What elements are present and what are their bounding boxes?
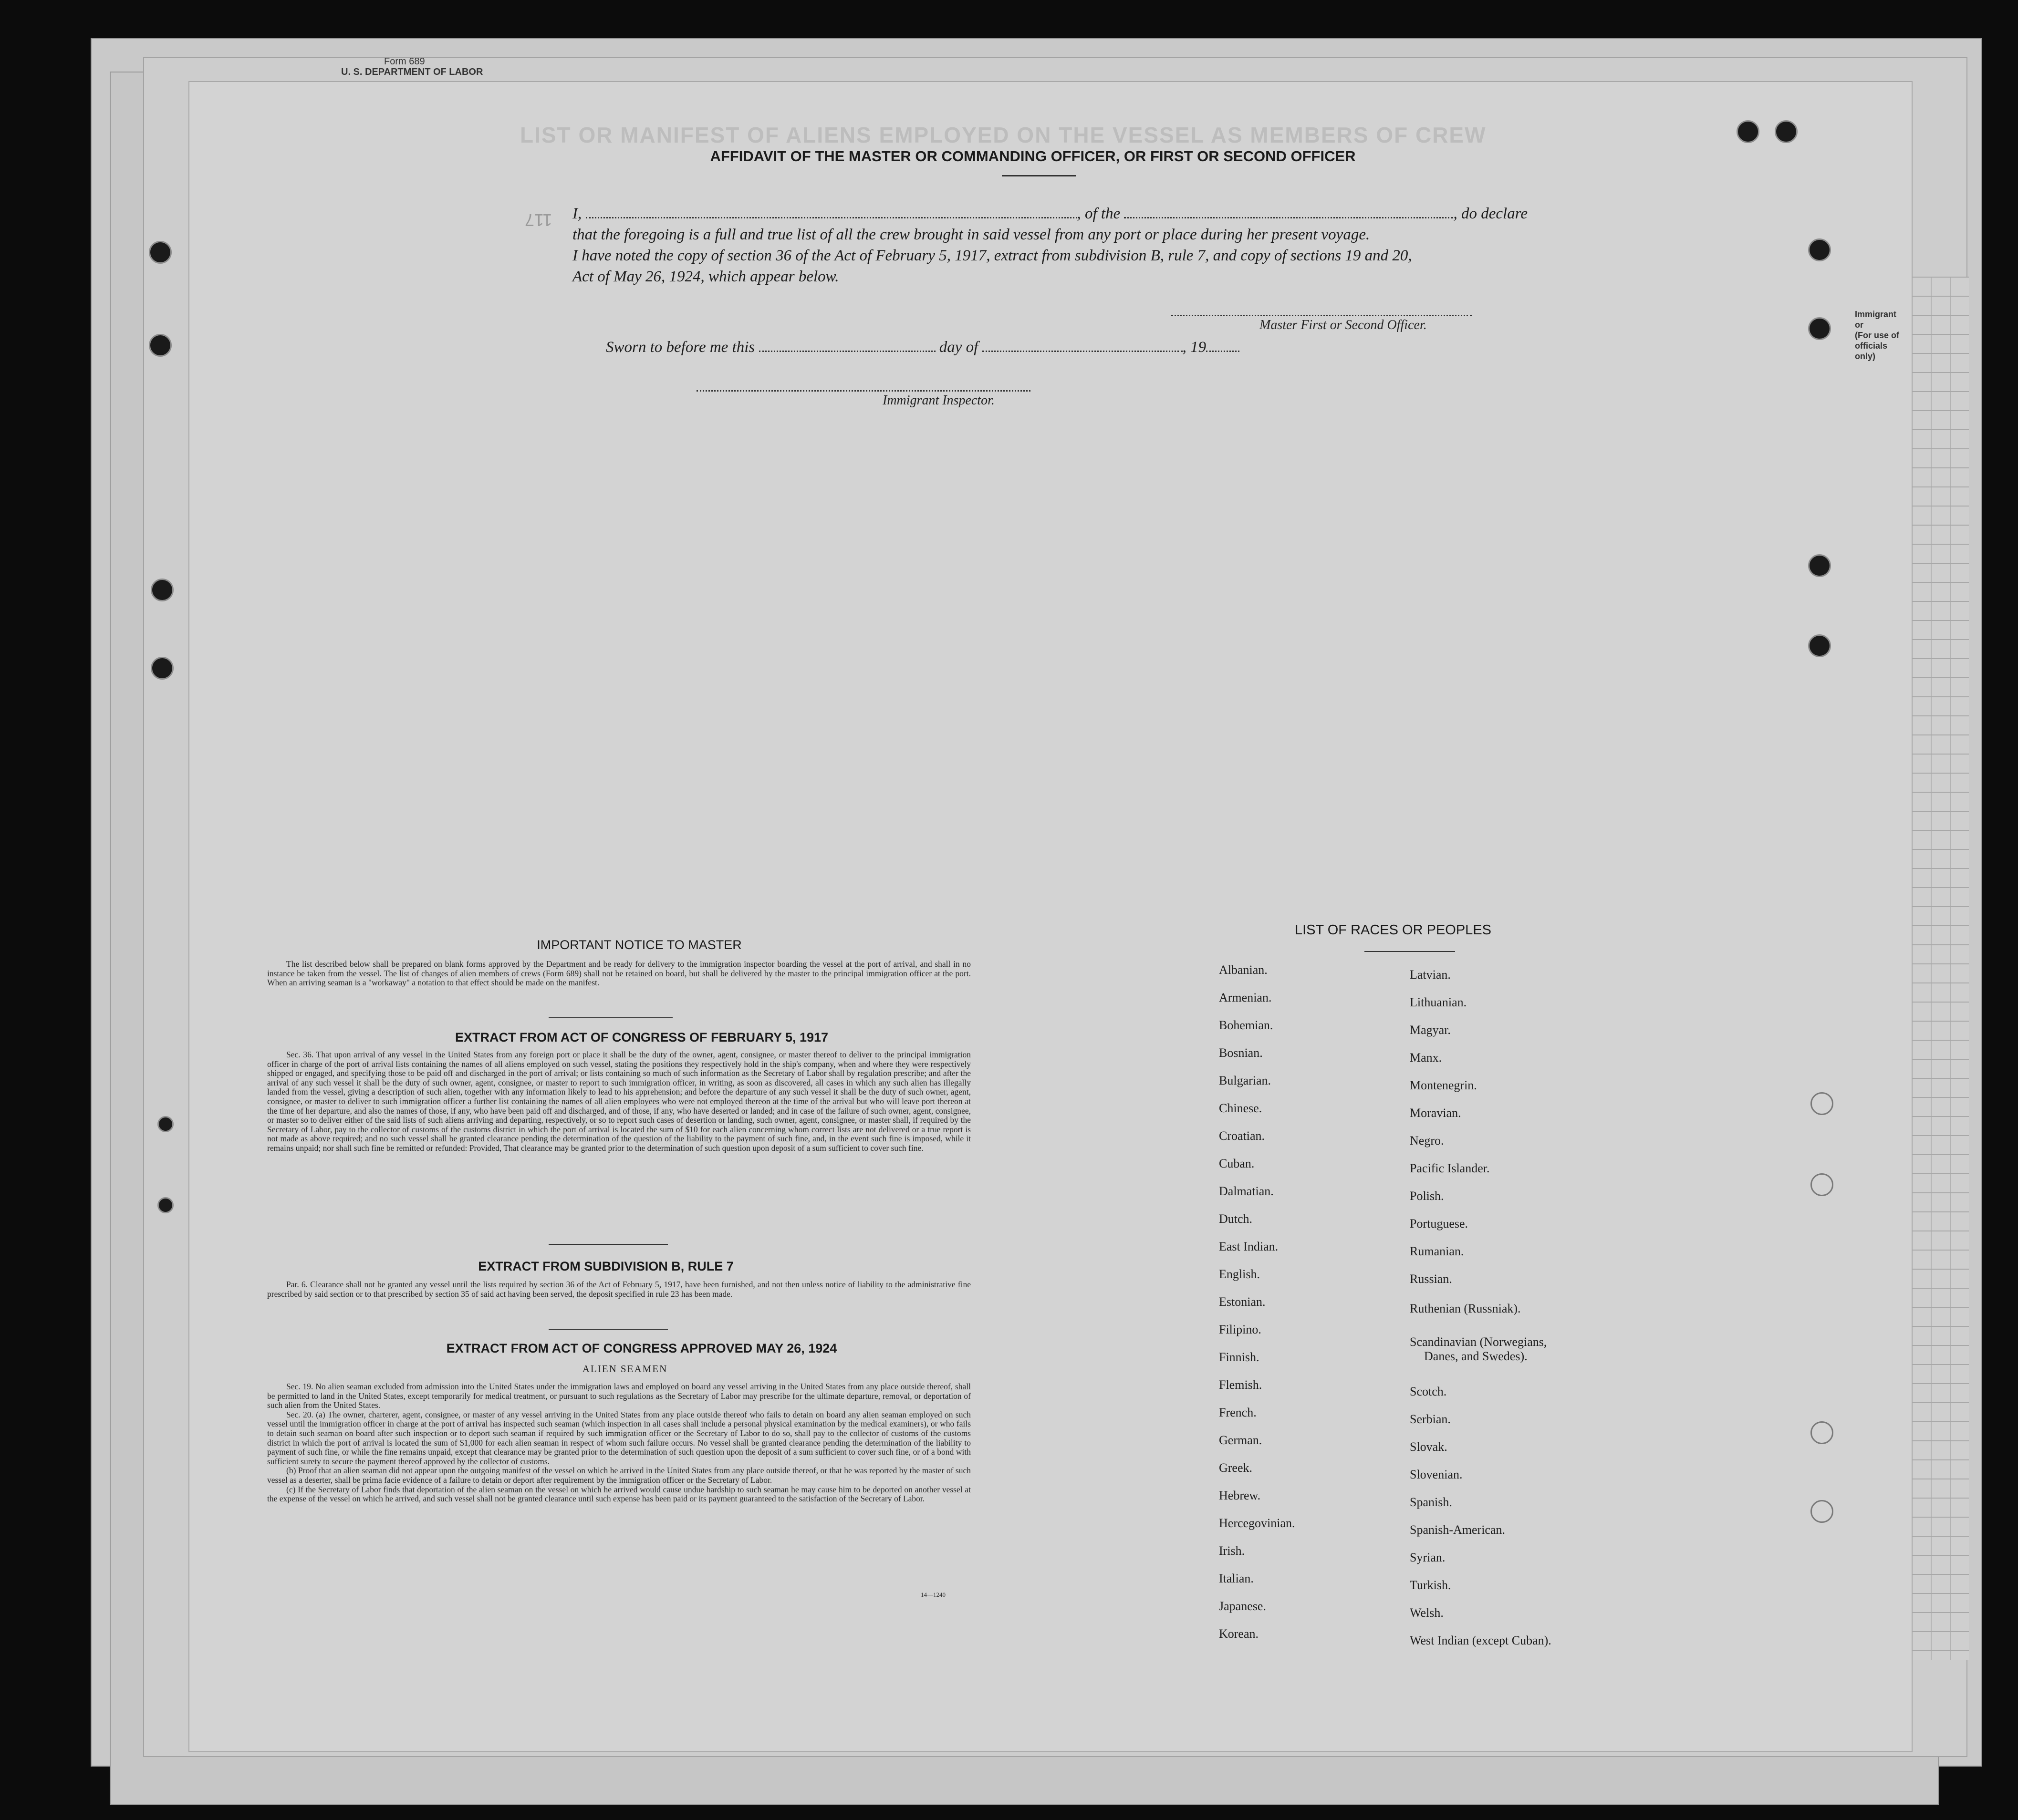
notice-title: IMPORTANT NOTICE TO MASTER bbox=[537, 938, 742, 952]
form-number: Form 689 bbox=[384, 56, 425, 67]
section-rule bbox=[549, 1017, 673, 1018]
race-item: Pacific Islander. bbox=[1410, 1161, 1490, 1175]
punch-hole bbox=[1810, 1173, 1833, 1196]
sworn-day-of: day of bbox=[939, 339, 978, 356]
race-item: Cuban. bbox=[1219, 1157, 1255, 1170]
race-item: Italian. bbox=[1219, 1572, 1254, 1585]
affidavit-line-2: that the foregoing is a full and true list of all the crew brought in said vessel from any port or place during her present voyage. bbox=[572, 226, 1370, 243]
section-36-paragraph: Sec. 36. That upon arrival of any vessel in the United States from any foreign port or place it shall be the duty of the owner, agent, consignee, or master thereof to deliver to the principal immigration officer in charge of the port of arrival lists containing the names of all aliens employed on such vessel, stating the positions they respectively hold in the ship's company, when and where they were respectively shipped or engaged, and specifying those to be paid off and discharged in the port of arrival; or lists containing so much of such information as the Secretary of Labor shall by regulation prescribe; and after the arrival of any such vessel it shall be the duty of such owner, agent, consignee, or master to report to such immigration officer, in writing, as soon as discovered, all cases in which any such alien has illegally landed from the vessel, giving a description of such alien, together with any information likely to lead to his apprehension; and before the departure of any such vessel it shall be the duty of such owner, agent, consignee, or master to deliver to such immigration officer a further list containing the names of all alien employees who were not employed thereon at the time of the arrival but who will leave port thereon at the time of her departure, and also the names of those, if any, who have been paid off and discharged, and of those, if any, who have deserted or landed; and in case of the failure of such owner, agent, consignee, or master so to deliver either of the said lists of such aliens arriving and departing, respectively, or so to report such cases of desertion or landing, such owner, agent, consignee, or master shall, if required by the Secretary of Labor, pay to the collector of customs of the customs district in which the port of arrival is located the sum of $10 for each alien concerning whom correct lists are not delivered or a true report is not made as above required; and no such vessel shall be granted clearance pending the determination of the question of the liability to the payment of such fine, and, in the event such fine is imposed, while it remains unpaid; nor shall such fine be remitted or refunded: Provided, That clearance may be granted prior to the determination of such question upon deposit of a sum sufficient to cover such fine. bbox=[267, 1050, 971, 1153]
race-item: Polish. bbox=[1410, 1189, 1444, 1203]
race-item: English. bbox=[1219, 1267, 1260, 1281]
sworn-year-blank bbox=[1206, 339, 1239, 352]
section-19-paragraph: Sec. 19. No alien seaman excluded from admission into the United States under the immigration laws and employed on board any vessel arriving in the United States from any place outside thereof, shall be permitted to land in the United States, except temporarily for medical treatment, or pursuant to such regulations as the Secretary of Labor may prescribe for the ultimate departure, removal, or deportation of such alien from the United States. bbox=[267, 1382, 971, 1410]
punch-hole bbox=[1810, 1500, 1833, 1523]
punch-hole bbox=[151, 657, 174, 680]
race-item: Greek. bbox=[1219, 1461, 1253, 1475]
race-item: Chinese. bbox=[1219, 1101, 1262, 1115]
race-item: Bohemian. bbox=[1219, 1018, 1273, 1032]
race-item: Welsh. bbox=[1410, 1606, 1444, 1620]
punch-hole bbox=[157, 1197, 174, 1213]
page-stamp: 117 bbox=[525, 210, 552, 230]
section-20b-paragraph: (b) Proof that an alien seaman did not appear upon the outgoing manifest of the vessel on which he arrived in the United States from any place outside thereof, or that he was reported by the master of such vessel as a deserter, shall be prima facie evidence of a failure to detain or deport after requirement by the immigration officer or the Secretary of Labor. bbox=[267, 1466, 971, 1485]
race-item: Scotch. bbox=[1410, 1385, 1447, 1398]
punch-hole bbox=[1737, 120, 1759, 143]
race-item: Moravian. bbox=[1410, 1106, 1461, 1120]
race-item: Lithuanian. bbox=[1410, 995, 1467, 1009]
sworn-month-blank bbox=[982, 339, 1183, 352]
race-item: Negro. bbox=[1410, 1134, 1444, 1148]
race-item: Croatian. bbox=[1219, 1129, 1265, 1143]
extract-1917-body bbox=[267, 1050, 971, 1153]
race-item: East Indian. bbox=[1219, 1240, 1279, 1253]
race-item: Filipino. bbox=[1219, 1323, 1261, 1336]
extract-1924-body bbox=[267, 1382, 971, 1504]
background-manifest-title: LIST OR MANIFEST OF ALIENS EMPLOYED ON THE VESSEL AS MEMBERS OF CREW bbox=[520, 123, 1487, 147]
affidavit-i: I, bbox=[572, 205, 582, 222]
race-item: Estonian. bbox=[1219, 1295, 1266, 1309]
race-item: Syrian. bbox=[1410, 1551, 1446, 1564]
sworn-text: Sworn to before me this bbox=[606, 339, 755, 356]
punch-hole bbox=[149, 334, 172, 357]
master-signature-caption: Master First or Second Officer. bbox=[1259, 318, 1427, 332]
punch-hole bbox=[1810, 1421, 1833, 1444]
race-item: Irish. bbox=[1219, 1544, 1245, 1558]
punch-hole bbox=[1810, 1092, 1833, 1115]
print-code: 14—1240 bbox=[921, 1591, 946, 1598]
punch-hole bbox=[1775, 120, 1798, 143]
side-tab-line: officials only) bbox=[1855, 341, 1888, 361]
race-item: German. bbox=[1219, 1433, 1262, 1447]
punch-hole bbox=[1808, 634, 1831, 657]
vessel-name-blank bbox=[1124, 206, 1453, 218]
punch-hole bbox=[151, 579, 174, 601]
extract-rule7-body bbox=[267, 1280, 971, 1299]
section-rule bbox=[549, 1329, 668, 1330]
races-title-rule bbox=[1364, 951, 1455, 952]
race-item: Finnish. bbox=[1219, 1350, 1259, 1364]
extract-1924-title: EXTRACT FROM ACT OF CONGRESS APPROVED MAY 26, 1924 bbox=[446, 1341, 837, 1355]
affidavit-of-the: , of the bbox=[1077, 205, 1121, 222]
title-rule bbox=[1002, 175, 1076, 176]
race-item: Latvian. bbox=[1410, 968, 1451, 982]
race-item: Manx. bbox=[1410, 1051, 1442, 1065]
punch-hole bbox=[1808, 317, 1831, 340]
punch-hole bbox=[1808, 238, 1831, 261]
race-item: Korean. bbox=[1219, 1627, 1259, 1641]
race-item: Russian. bbox=[1410, 1272, 1452, 1286]
race-item: Rumanian. bbox=[1410, 1244, 1464, 1258]
master-signature-line bbox=[1171, 315, 1472, 316]
punch-hole bbox=[157, 1116, 174, 1132]
alien-seamen-subtitle: ALIEN SEAMEN bbox=[582, 1363, 668, 1375]
form-header bbox=[341, 56, 499, 77]
affidavit-do-declare: , do declare bbox=[1453, 205, 1528, 222]
race-item: French. bbox=[1219, 1406, 1257, 1419]
race-item: Flemish. bbox=[1219, 1378, 1262, 1392]
affidavit-title: AFFIDAVIT OF THE MASTER OR COMMANDING OFFICER, OR FIRST OR SECOND OFFICER bbox=[710, 148, 1356, 165]
race-item: Montenegrin. bbox=[1410, 1078, 1477, 1092]
manifest-grid-strip bbox=[1911, 277, 1969, 1660]
affidavit-line-3: I have noted the copy of section 36 of the Act of February 5, 1917, extract from subdivision B, rule 7, and copy of sections 19 and 20, bbox=[572, 247, 1412, 264]
sworn-year: , 19 bbox=[1182, 339, 1207, 356]
sworn-day-blank bbox=[759, 339, 936, 352]
race-item: Dalmatian. bbox=[1219, 1184, 1274, 1198]
master-name-blank bbox=[586, 206, 1077, 218]
affidavit-line-4: Act of May 26, 1924, which appear below. bbox=[572, 268, 839, 285]
notice-paragraph: The list described below shall be prepared on blank forms approved by the Department and be ready for delivery to the immigration inspector boarding the vessel at the port of arrival, and shall in no instance be taken from the vessel. The list of changes of alien members of crews (Form 689) shall not be retained on board, but shall be delivered by the master to the principal immigration officer at the port. When an arriving seaman is a "workaway" a notation to that effect should be made on the manifest. bbox=[267, 959, 971, 988]
race-item: Dutch. bbox=[1219, 1212, 1253, 1226]
race-item: Turkish. bbox=[1410, 1578, 1451, 1592]
punch-hole bbox=[149, 241, 172, 264]
race-item: Hercegovinian. bbox=[1219, 1516, 1295, 1530]
inspector-signature-line bbox=[697, 390, 1030, 392]
race-item: Spanish-American. bbox=[1410, 1523, 1506, 1537]
race-item: Scandinavian (Norwegians, bbox=[1410, 1335, 1547, 1349]
races-title: LIST OF RACES OR PEOPLES bbox=[1294, 922, 1492, 938]
notice-body bbox=[267, 960, 971, 988]
race-item-continuation: Danes, and Swedes). bbox=[1424, 1349, 1528, 1363]
side-tab-line: (For use of bbox=[1855, 331, 1899, 340]
department-name: U. S. DEPARTMENT OF LABOR bbox=[341, 67, 483, 77]
affidavit-declaration-line bbox=[572, 205, 1528, 223]
section-20c-paragraph: (c) If the Secretary of Labor finds that deportation of the alien seaman on the vessel on which he arrived would cause undue hardship to such seaman he may cause him to be deported on another vessel at the expense of the vessel on which he arrived, and such vessel shall not be granted clearance until such expense has been paid or its payment guaranteed to the satisfaction of the Secretary of Labor. bbox=[267, 1484, 971, 1504]
inspector-signature-caption: Immigrant Inspector. bbox=[883, 393, 995, 408]
race-item: Serbian. bbox=[1410, 1412, 1451, 1426]
race-item: Slovak. bbox=[1410, 1440, 1447, 1454]
race-item: Japanese. bbox=[1219, 1599, 1266, 1613]
side-tab-line: or bbox=[1855, 320, 1863, 330]
race-item: Spanish. bbox=[1410, 1495, 1452, 1509]
section-rule bbox=[549, 1244, 668, 1245]
race-item: Bosnian. bbox=[1219, 1046, 1263, 1060]
race-item: Bulgarian. bbox=[1219, 1074, 1271, 1087]
race-item: Portuguese. bbox=[1410, 1217, 1468, 1231]
race-item: West Indian (except Cuban). bbox=[1410, 1634, 1551, 1647]
race-item: Magyar. bbox=[1410, 1023, 1451, 1037]
race-item: Slovenian. bbox=[1410, 1468, 1463, 1481]
side-tab-line: Immigrant bbox=[1855, 310, 1897, 319]
extract-rule7-title: EXTRACT FROM SUBDIVISION B, RULE 7 bbox=[478, 1259, 734, 1273]
extract-1917-title: EXTRACT FROM ACT OF CONGRESS OF FEBRUARY 5, 1917 bbox=[455, 1030, 829, 1044]
sworn-line bbox=[606, 339, 1239, 356]
side-tab bbox=[1855, 309, 1907, 381]
punch-hole bbox=[1808, 554, 1831, 577]
par-6-paragraph: Par. 6. Clearance shall not be granted any vessel until the lists required by section 36 of the Act of February 5, 1917, have been furnished, and not then unless notice of liability to the administrative fine prescribed by said section or to that prescribed by section 35 of said act having been served, the deposit specified in rule 23 has been made. bbox=[267, 1280, 971, 1299]
race-item: Ruthenian (Russniak). bbox=[1410, 1302, 1521, 1315]
race-item: Armenian. bbox=[1219, 991, 1272, 1004]
section-20a-paragraph: Sec. 20. (a) The owner, charterer, agent, consignee, or master of any vessel arriving in the United States from any place outside thereof who fails to detain on board any alien seaman employed on such vessel until the immigration officer in charge at the port of arrival has inspected such seaman (which inspection in all cases shall include a personal physical examination by the medical examiners), or who fails to detain such seaman on board after such inspection or to deport such seaman if required by such immigration officer or the Secretary of Labor to do so, shall pay to the collector of customs of the customs district in which the port of arrival is located the sum of $1,000 for each alien seaman in respect of whom such failure occurs. No vessel shall be granted clearance pending the determination of the liability to payment of such fine, or while the fine remains unpaid, except that clearance may be granted prior to the determination of such question upon the deposit of a sum sufficient to cover such fine, or of a bond with sufficient surety to secure the payment thereof approved by the collector of customs. bbox=[267, 1409, 971, 1466]
race-item: Hebrew. bbox=[1219, 1489, 1261, 1502]
race-item: Albanian. bbox=[1219, 963, 1268, 977]
